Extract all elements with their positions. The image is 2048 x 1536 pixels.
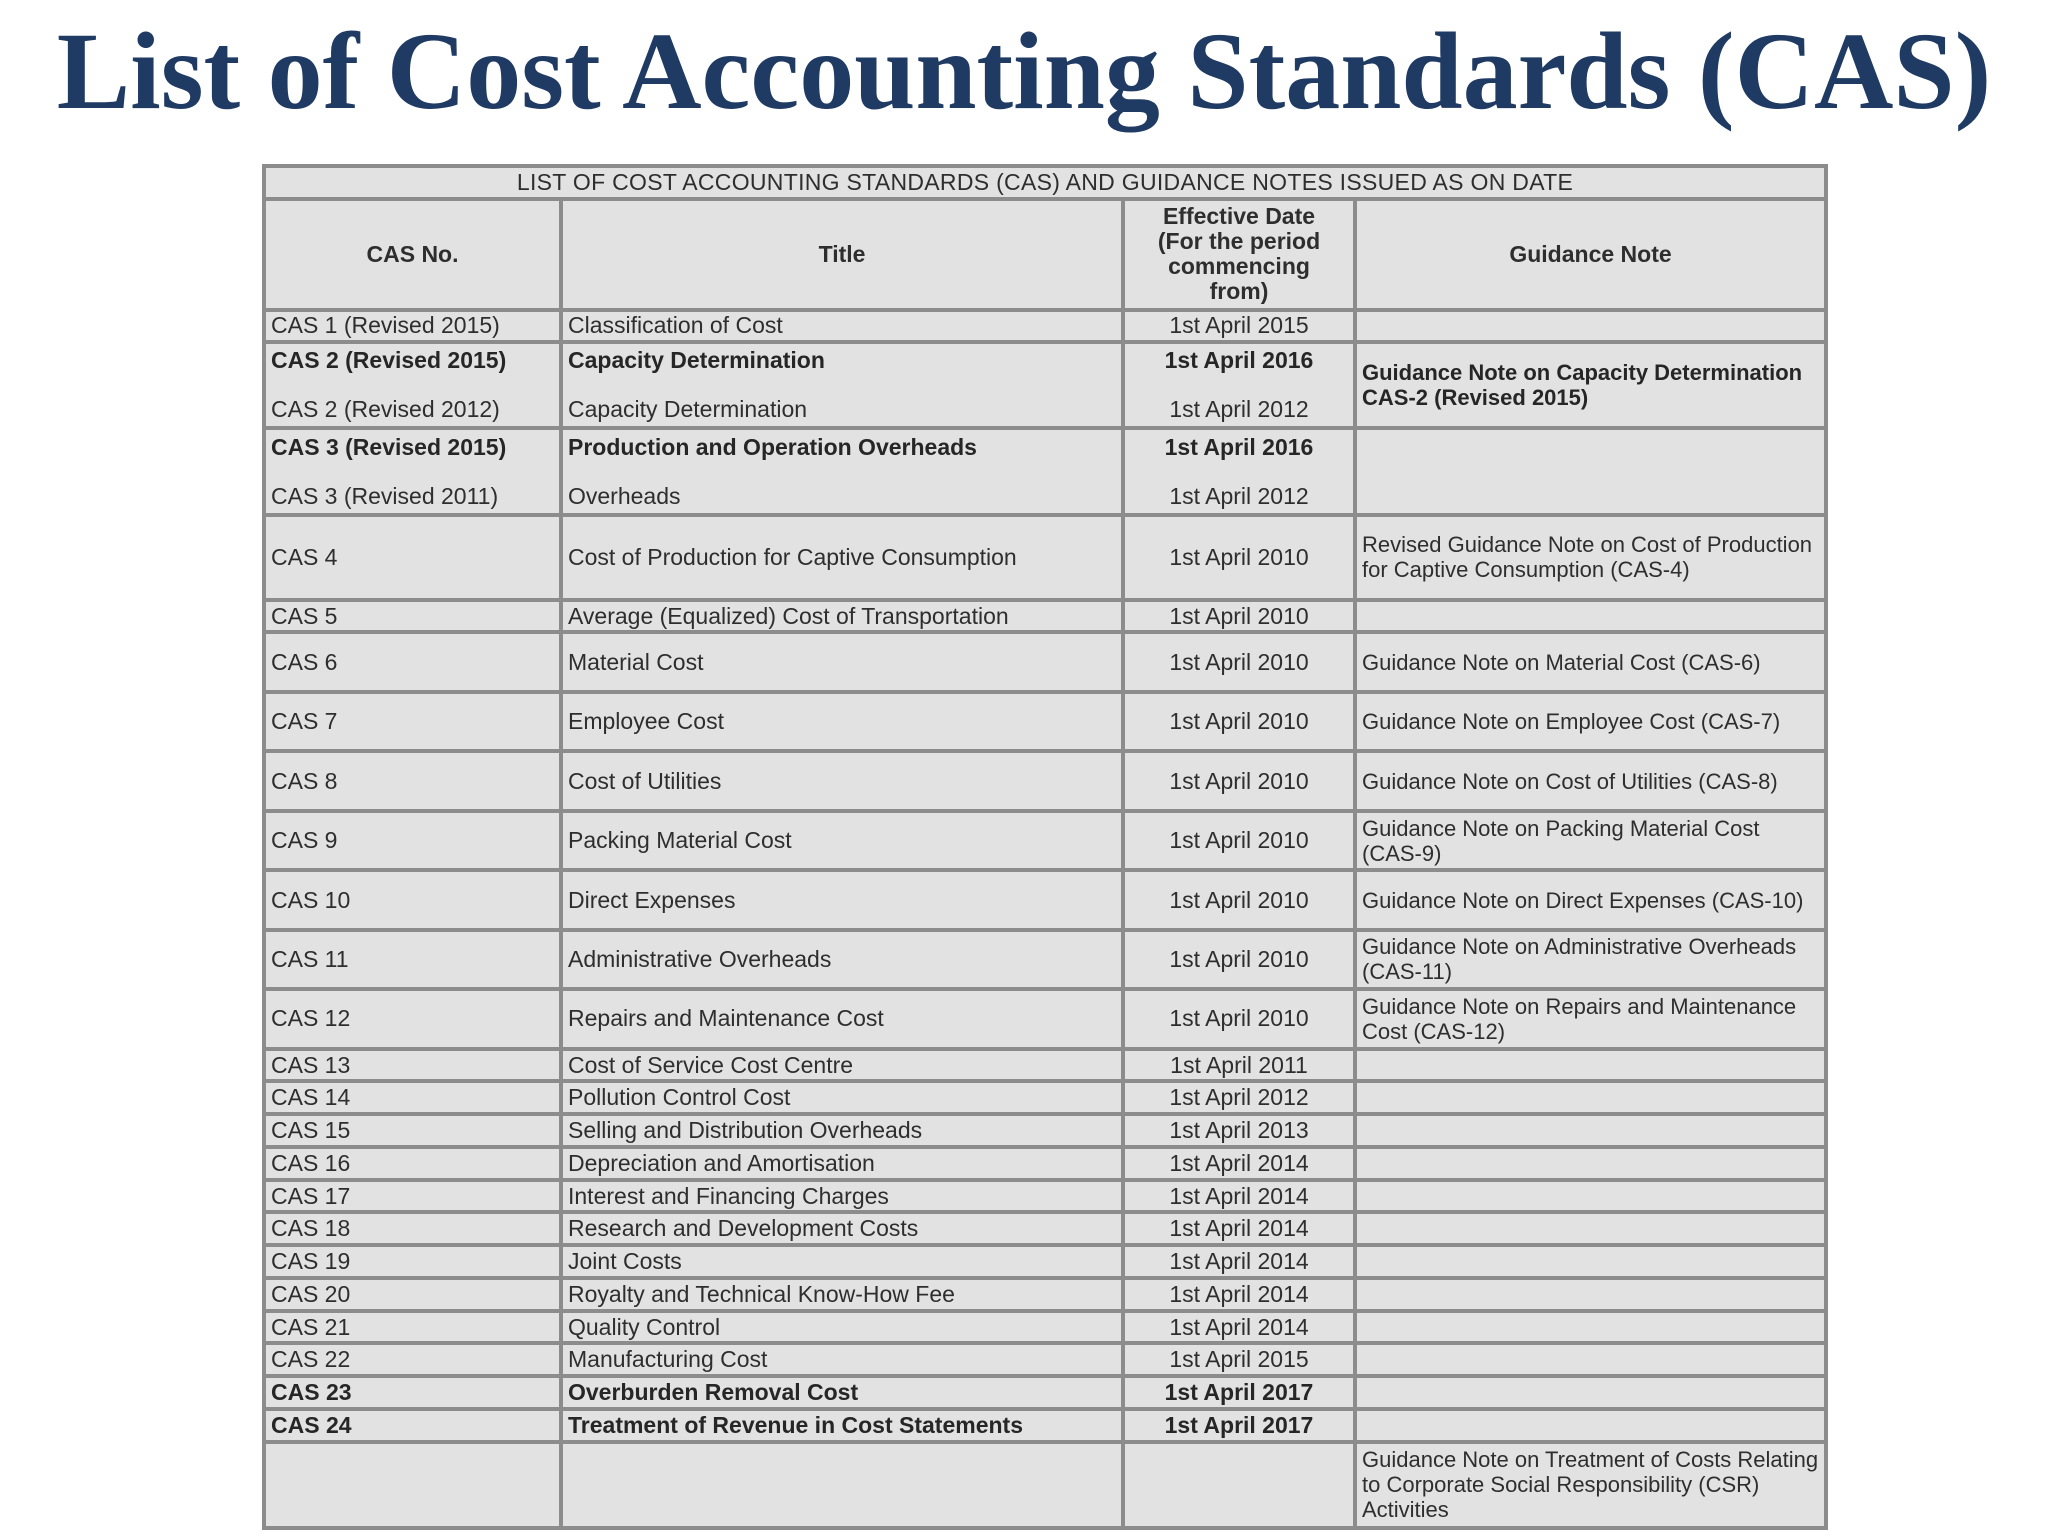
cell-title: Depreciation and Amortisation bbox=[563, 1149, 1121, 1178]
cell-date: 1st April 2010 bbox=[1125, 602, 1353, 631]
header-title: Title bbox=[563, 201, 1121, 308]
table-row bbox=[266, 1214, 1824, 1243]
cell-title: Repairs and Maintenance Cost bbox=[563, 991, 1121, 1046]
cell-cas-no: CAS 10 bbox=[266, 872, 559, 927]
cell-cas-no: CAS 14 bbox=[266, 1083, 559, 1112]
cas-table bbox=[262, 164, 1828, 1530]
cell-title: Treatment of Revenue in Cost Statements bbox=[563, 1411, 1121, 1440]
cell-guidance-note: Guidance Note on Direct Expenses (CAS-10) bbox=[1357, 872, 1824, 927]
cell-guidance-note: Guidance Note on Cost of Utilities (CAS-8) bbox=[1357, 753, 1824, 808]
cell-title: Quality Control bbox=[563, 1313, 1121, 1342]
table-row bbox=[266, 1444, 1824, 1526]
cell-date: 1st April 2010 bbox=[1125, 634, 1353, 689]
table-row bbox=[266, 1280, 1824, 1309]
cell-cas-no: CAS 7 bbox=[266, 694, 559, 749]
cell-cas-no bbox=[266, 430, 559, 512]
table-row bbox=[266, 753, 1824, 808]
cell-guidance-note: Guidance Note on Capacity Determination CAS-2 (Revised 2015) bbox=[1357, 344, 1824, 426]
cell-date-previous: 1st April 2012 bbox=[1169, 396, 1309, 423]
cell-date: 1st April 2013 bbox=[1125, 1116, 1353, 1145]
cell-date: 1st April 2010 bbox=[1125, 932, 1353, 987]
table-row bbox=[266, 430, 1824, 512]
cell-title: Joint Costs bbox=[563, 1247, 1121, 1276]
cell-date: 1st April 2014 bbox=[1125, 1149, 1353, 1178]
cell-cas-no: CAS 1 (Revised 2015) bbox=[266, 312, 559, 341]
cell-date bbox=[1125, 344, 1353, 426]
cell-title: Selling and Distribution Overheads bbox=[563, 1116, 1121, 1145]
cell-title: Pollution Control Cost bbox=[563, 1083, 1121, 1112]
table-row bbox=[266, 1345, 1824, 1374]
table-row bbox=[266, 1313, 1824, 1342]
cell-guidance-note: Guidance Note on Administrative Overheads (CAS-11) bbox=[1357, 932, 1824, 987]
cell-date: 1st April 2017 bbox=[1125, 1378, 1353, 1407]
cell-date bbox=[1125, 430, 1353, 512]
cell-cas-no: CAS 12 bbox=[266, 991, 559, 1046]
header-guidance-note: Guidance Note bbox=[1357, 201, 1824, 308]
cell-date: 1st April 2011 bbox=[1125, 1051, 1353, 1080]
cell-guidance-note bbox=[1357, 1214, 1824, 1243]
table-row bbox=[266, 813, 1824, 868]
table-row bbox=[266, 1411, 1824, 1440]
cell-title: Research and Development Costs bbox=[563, 1214, 1121, 1243]
cell-cas-no: CAS 21 bbox=[266, 1313, 559, 1342]
cell-date: 1st April 2010 bbox=[1125, 872, 1353, 927]
table-header-row bbox=[266, 201, 1824, 308]
table-caption: LIST OF COST ACCOUNTING STANDARDS (CAS) AND GUIDANCE NOTES ISSUED AS ON DATE bbox=[266, 168, 1824, 197]
cell-guidance-note bbox=[1357, 1280, 1824, 1309]
header-cas-no: CAS No. bbox=[266, 201, 559, 308]
cas-table-container bbox=[262, 164, 1824, 1530]
cell-cas-no: CAS 4 bbox=[266, 517, 559, 598]
cell-cas-no-current: CAS 2 (Revised 2015) bbox=[271, 347, 507, 374]
page-title: List of Cost Accounting Standards (CAS) bbox=[56, 10, 1992, 132]
cell-title-current: Production and Operation Overheads bbox=[568, 433, 977, 460]
cell-title: Cost of Service Cost Centre bbox=[563, 1051, 1121, 1080]
cell-title: Royalty and Technical Know-How Fee bbox=[563, 1280, 1121, 1309]
cell-date: 1st April 2010 bbox=[1125, 813, 1353, 868]
cell-date: 1st April 2014 bbox=[1125, 1247, 1353, 1276]
cell-guidance-note bbox=[1357, 1378, 1824, 1407]
table-row bbox=[266, 1378, 1824, 1407]
cell-cas-no: CAS 13 bbox=[266, 1051, 559, 1080]
table-row bbox=[266, 602, 1824, 631]
cell-cas-no bbox=[266, 1444, 559, 1526]
cell-date: 1st April 2010 bbox=[1125, 517, 1353, 598]
cell-date: 1st April 2010 bbox=[1125, 753, 1353, 808]
cell-date: 1st April 2014 bbox=[1125, 1280, 1353, 1309]
cell-date: 1st April 2015 bbox=[1125, 312, 1353, 341]
cell-guidance-note bbox=[1357, 1411, 1824, 1440]
table-row bbox=[266, 1116, 1824, 1145]
table-row bbox=[266, 932, 1824, 987]
cell-cas-no: CAS 16 bbox=[266, 1149, 559, 1178]
cell-guidance-note bbox=[1357, 1313, 1824, 1342]
cell-title bbox=[563, 344, 1121, 426]
cell-title-current: Capacity Determination bbox=[568, 347, 825, 374]
cell-cas-no: CAS 9 bbox=[266, 813, 559, 868]
cell-date-previous: 1st April 2012 bbox=[1169, 482, 1309, 509]
cell-date: 1st April 2017 bbox=[1125, 1411, 1353, 1440]
cell-title-previous: Capacity Determination bbox=[568, 396, 808, 423]
cell-title bbox=[563, 430, 1121, 512]
cell-guidance-note: Guidance Note on Packing Material Cost (CAS-9) bbox=[1357, 813, 1824, 868]
table-row bbox=[266, 872, 1824, 927]
cell-date bbox=[1125, 1444, 1353, 1526]
cell-guidance-note bbox=[1357, 1345, 1824, 1374]
cell-cas-no: CAS 17 bbox=[266, 1182, 559, 1211]
cell-date: 1st April 2012 bbox=[1125, 1083, 1353, 1112]
cell-cas-no: CAS 5 bbox=[266, 602, 559, 631]
cell-date: 1st April 2014 bbox=[1125, 1313, 1353, 1342]
cell-cas-no: CAS 15 bbox=[266, 1116, 559, 1145]
cell-guidance-note: Revised Guidance Note on Cost of Production for Captive Consumption (CAS-4) bbox=[1357, 517, 1824, 598]
cell-title: Classification of Cost bbox=[563, 312, 1121, 341]
table-row bbox=[266, 991, 1824, 1046]
cell-title: Administrative Overheads bbox=[563, 932, 1121, 987]
cell-title: Average (Equalized) Cost of Transportation bbox=[563, 602, 1121, 631]
cell-guidance-note bbox=[1357, 1116, 1824, 1145]
cell-guidance-note: Guidance Note on Repairs and Maintenance Cost (CAS-12) bbox=[1357, 991, 1824, 1046]
cell-guidance-note: Guidance Note on Treatment of Costs Relating to Corporate Social Responsibility (CSR) Activities bbox=[1357, 1444, 1824, 1526]
cell-cas-no: CAS 11 bbox=[266, 932, 559, 987]
table-row bbox=[266, 694, 1824, 749]
cell-title: Overburden Removal Cost bbox=[563, 1378, 1121, 1407]
cell-title: Interest and Financing Charges bbox=[563, 1182, 1121, 1211]
cell-guidance-note bbox=[1357, 430, 1824, 512]
cell-guidance-note: Guidance Note on Employee Cost (CAS-7) bbox=[1357, 694, 1824, 749]
cell-guidance-note bbox=[1357, 1247, 1824, 1276]
cell-guidance-note: Guidance Note on Material Cost (CAS-6) bbox=[1357, 634, 1824, 689]
table-row bbox=[266, 1149, 1824, 1178]
cell-cas-no bbox=[266, 344, 559, 426]
table-row bbox=[266, 1051, 1824, 1080]
cell-guidance-note bbox=[1357, 1083, 1824, 1112]
cell-cas-no: CAS 18 bbox=[266, 1214, 559, 1243]
cell-guidance-note bbox=[1357, 1149, 1824, 1178]
header-effective-date-line: from) bbox=[1209, 278, 1269, 305]
cell-cas-no: CAS 23 bbox=[266, 1378, 559, 1407]
cell-title: Employee Cost bbox=[563, 694, 1121, 749]
table-row bbox=[266, 1083, 1824, 1112]
cell-date: 1st April 2014 bbox=[1125, 1214, 1353, 1243]
cell-date: 1st April 2010 bbox=[1125, 694, 1353, 749]
cell-title-previous: Overheads bbox=[568, 482, 681, 509]
cell-date: 1st April 2010 bbox=[1125, 991, 1353, 1046]
cell-cas-no: CAS 24 bbox=[266, 1411, 559, 1440]
cell-title: Material Cost bbox=[563, 634, 1121, 689]
table-row bbox=[266, 312, 1824, 341]
cell-date-current: 1st April 2016 bbox=[1164, 347, 1314, 374]
cell-title bbox=[563, 1444, 1121, 1526]
cell-guidance-note bbox=[1357, 1182, 1824, 1211]
cell-cas-no-previous: CAS 3 (Revised 2011) bbox=[271, 482, 499, 509]
header-effective-date-line: (For the period bbox=[1157, 228, 1321, 255]
cell-title: Cost of Utilities bbox=[563, 753, 1121, 808]
cell-cas-no: CAS 6 bbox=[266, 634, 559, 689]
cell-cas-no: CAS 19 bbox=[266, 1247, 559, 1276]
cell-cas-no-current: CAS 3 (Revised 2015) bbox=[271, 433, 507, 460]
cell-cas-no: CAS 8 bbox=[266, 753, 559, 808]
cell-title: Packing Material Cost bbox=[563, 813, 1121, 868]
cell-date-current: 1st April 2016 bbox=[1164, 433, 1314, 460]
table-row bbox=[266, 344, 1824, 426]
cell-guidance-note bbox=[1357, 312, 1824, 341]
cell-title: Direct Expenses bbox=[563, 872, 1121, 927]
cell-guidance-note bbox=[1357, 602, 1824, 631]
cell-title: Manufacturing Cost bbox=[563, 1345, 1121, 1374]
table-row bbox=[266, 1247, 1824, 1276]
table-row bbox=[266, 517, 1824, 598]
table-row bbox=[266, 634, 1824, 689]
cell-guidance-note bbox=[1357, 1051, 1824, 1080]
header-effective-date bbox=[1125, 201, 1353, 308]
header-effective-date-line: Effective Date bbox=[1162, 203, 1316, 230]
cell-cas-no: CAS 22 bbox=[266, 1345, 559, 1374]
cell-date: 1st April 2015 bbox=[1125, 1345, 1353, 1374]
table-caption-row bbox=[266, 168, 1824, 197]
cell-title: Cost of Production for Captive Consumption bbox=[563, 517, 1121, 598]
table-row bbox=[266, 1182, 1824, 1211]
cell-date: 1st April 2014 bbox=[1125, 1182, 1353, 1211]
header-effective-date-line: commencing bbox=[1168, 253, 1310, 280]
cell-cas-no-previous: CAS 2 (Revised 2012) bbox=[271, 396, 500, 423]
cell-cas-no: CAS 20 bbox=[266, 1280, 559, 1309]
